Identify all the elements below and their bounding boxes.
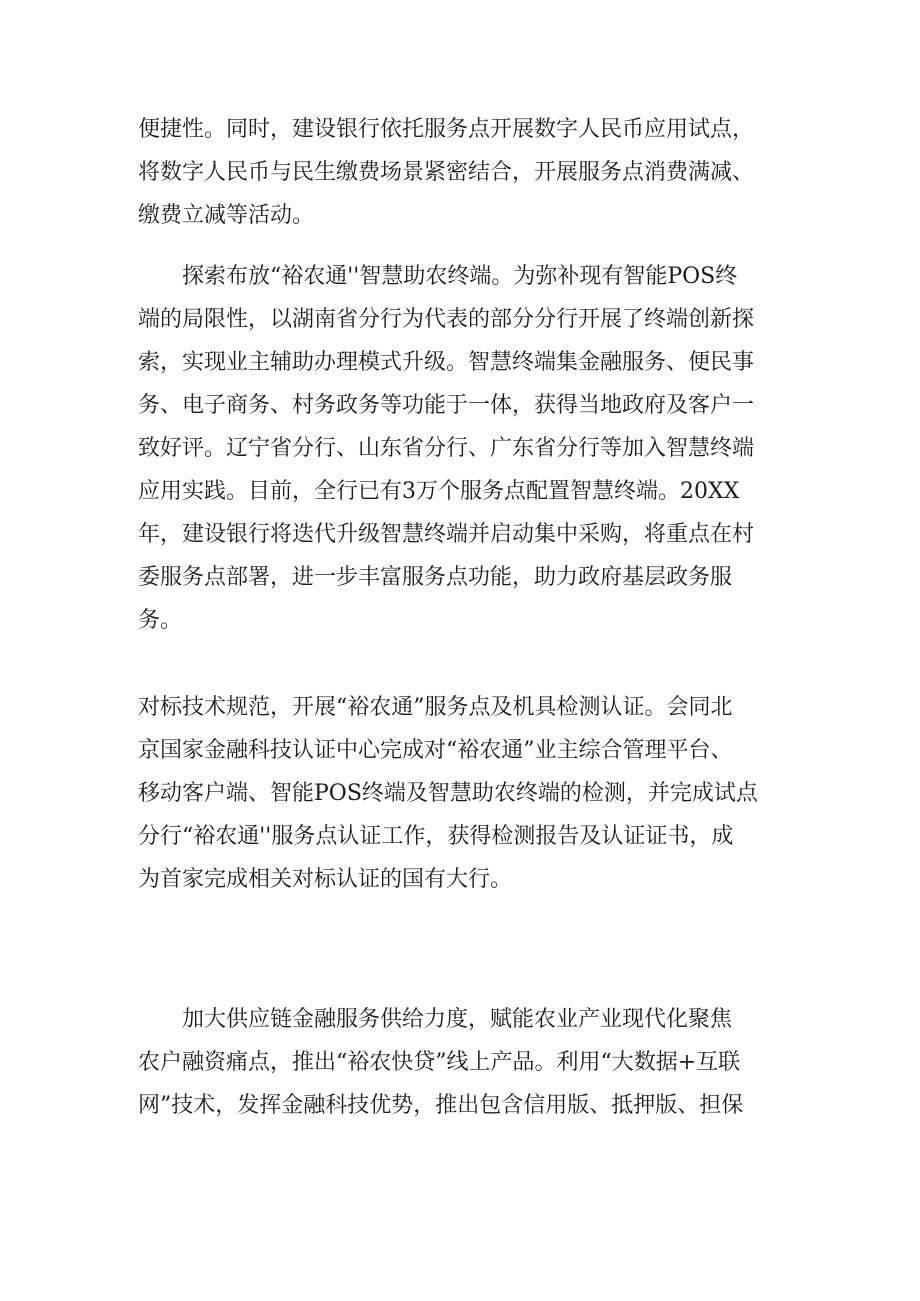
text-line: 京国家金融科技认证中心完成对“裕农通”业主综合管理平台、 (138, 738, 733, 763)
text-line: 移动客户端、智能POS终端及智慧助农终端的检测，并完成试点 (138, 781, 758, 806)
text-line: 年，建设银行将迭代升级智慧终端并启动集中采购，将重点在村 (138, 522, 755, 547)
paragraph-2 (138, 255, 798, 642)
text-line: 务。 (138, 608, 183, 633)
text-line: 便捷性。同时，建设银行依托服务点开展数字人民币应用试点， (138, 117, 755, 142)
text-line: 对标技术规范，开展“裕农通”服务点及机具检测认证。会同北 (138, 695, 733, 720)
text-line: 务、电子商务、村务政务等功能于一体，获得当地政府及客户一 (138, 393, 755, 418)
text-line: 索，实现业主辅助办理模式升级。智慧终端集金融服务、便民事 (138, 350, 755, 375)
paragraph-1 (138, 108, 798, 237)
text-line: 委服务点部署，进一步丰富服务点功能，助力政府基层政务服 (138, 565, 733, 590)
text-line: 将数字人民币与民生缴费场景紧密结合，开展服务点消费满减、 (138, 160, 755, 185)
text-line: 端的局限性，以湖南省分行为代表的部分分行开展了终端创新探 (138, 307, 755, 332)
text-line: 为首家完成相关对标认证的国有大行。 (138, 867, 513, 892)
text-line: 农户融资痛点，推出“裕农快贷”线上产品。利用“大数据+互联 (138, 1050, 741, 1075)
text-line: 探索布放“裕农通''智慧助农终端。为弥补现有智能POS终 (138, 264, 738, 289)
text-line: 加大供应链金融服务供给力度，赋能农业产业现代化聚焦 (138, 1007, 733, 1032)
text-line: 应用实践。目前，全行已有3万个服务点配置智慧终端。20XX (138, 479, 740, 504)
text-line: 缴费立减等活动。 (138, 203, 315, 228)
text-line: 致好评。辽宁省分行、山东省分行、广东省分行等加入智慧终端 (138, 436, 755, 461)
text-line: 分行“裕农通''服务点认证工作，获得检测报告及认证证书，成 (138, 824, 734, 849)
text-line: 网”技术，发挥金融科技优势，推出包含信用版、抵押版、担保 (138, 1093, 744, 1118)
paragraph-4 (138, 998, 798, 1127)
paragraph-3 (138, 686, 798, 901)
